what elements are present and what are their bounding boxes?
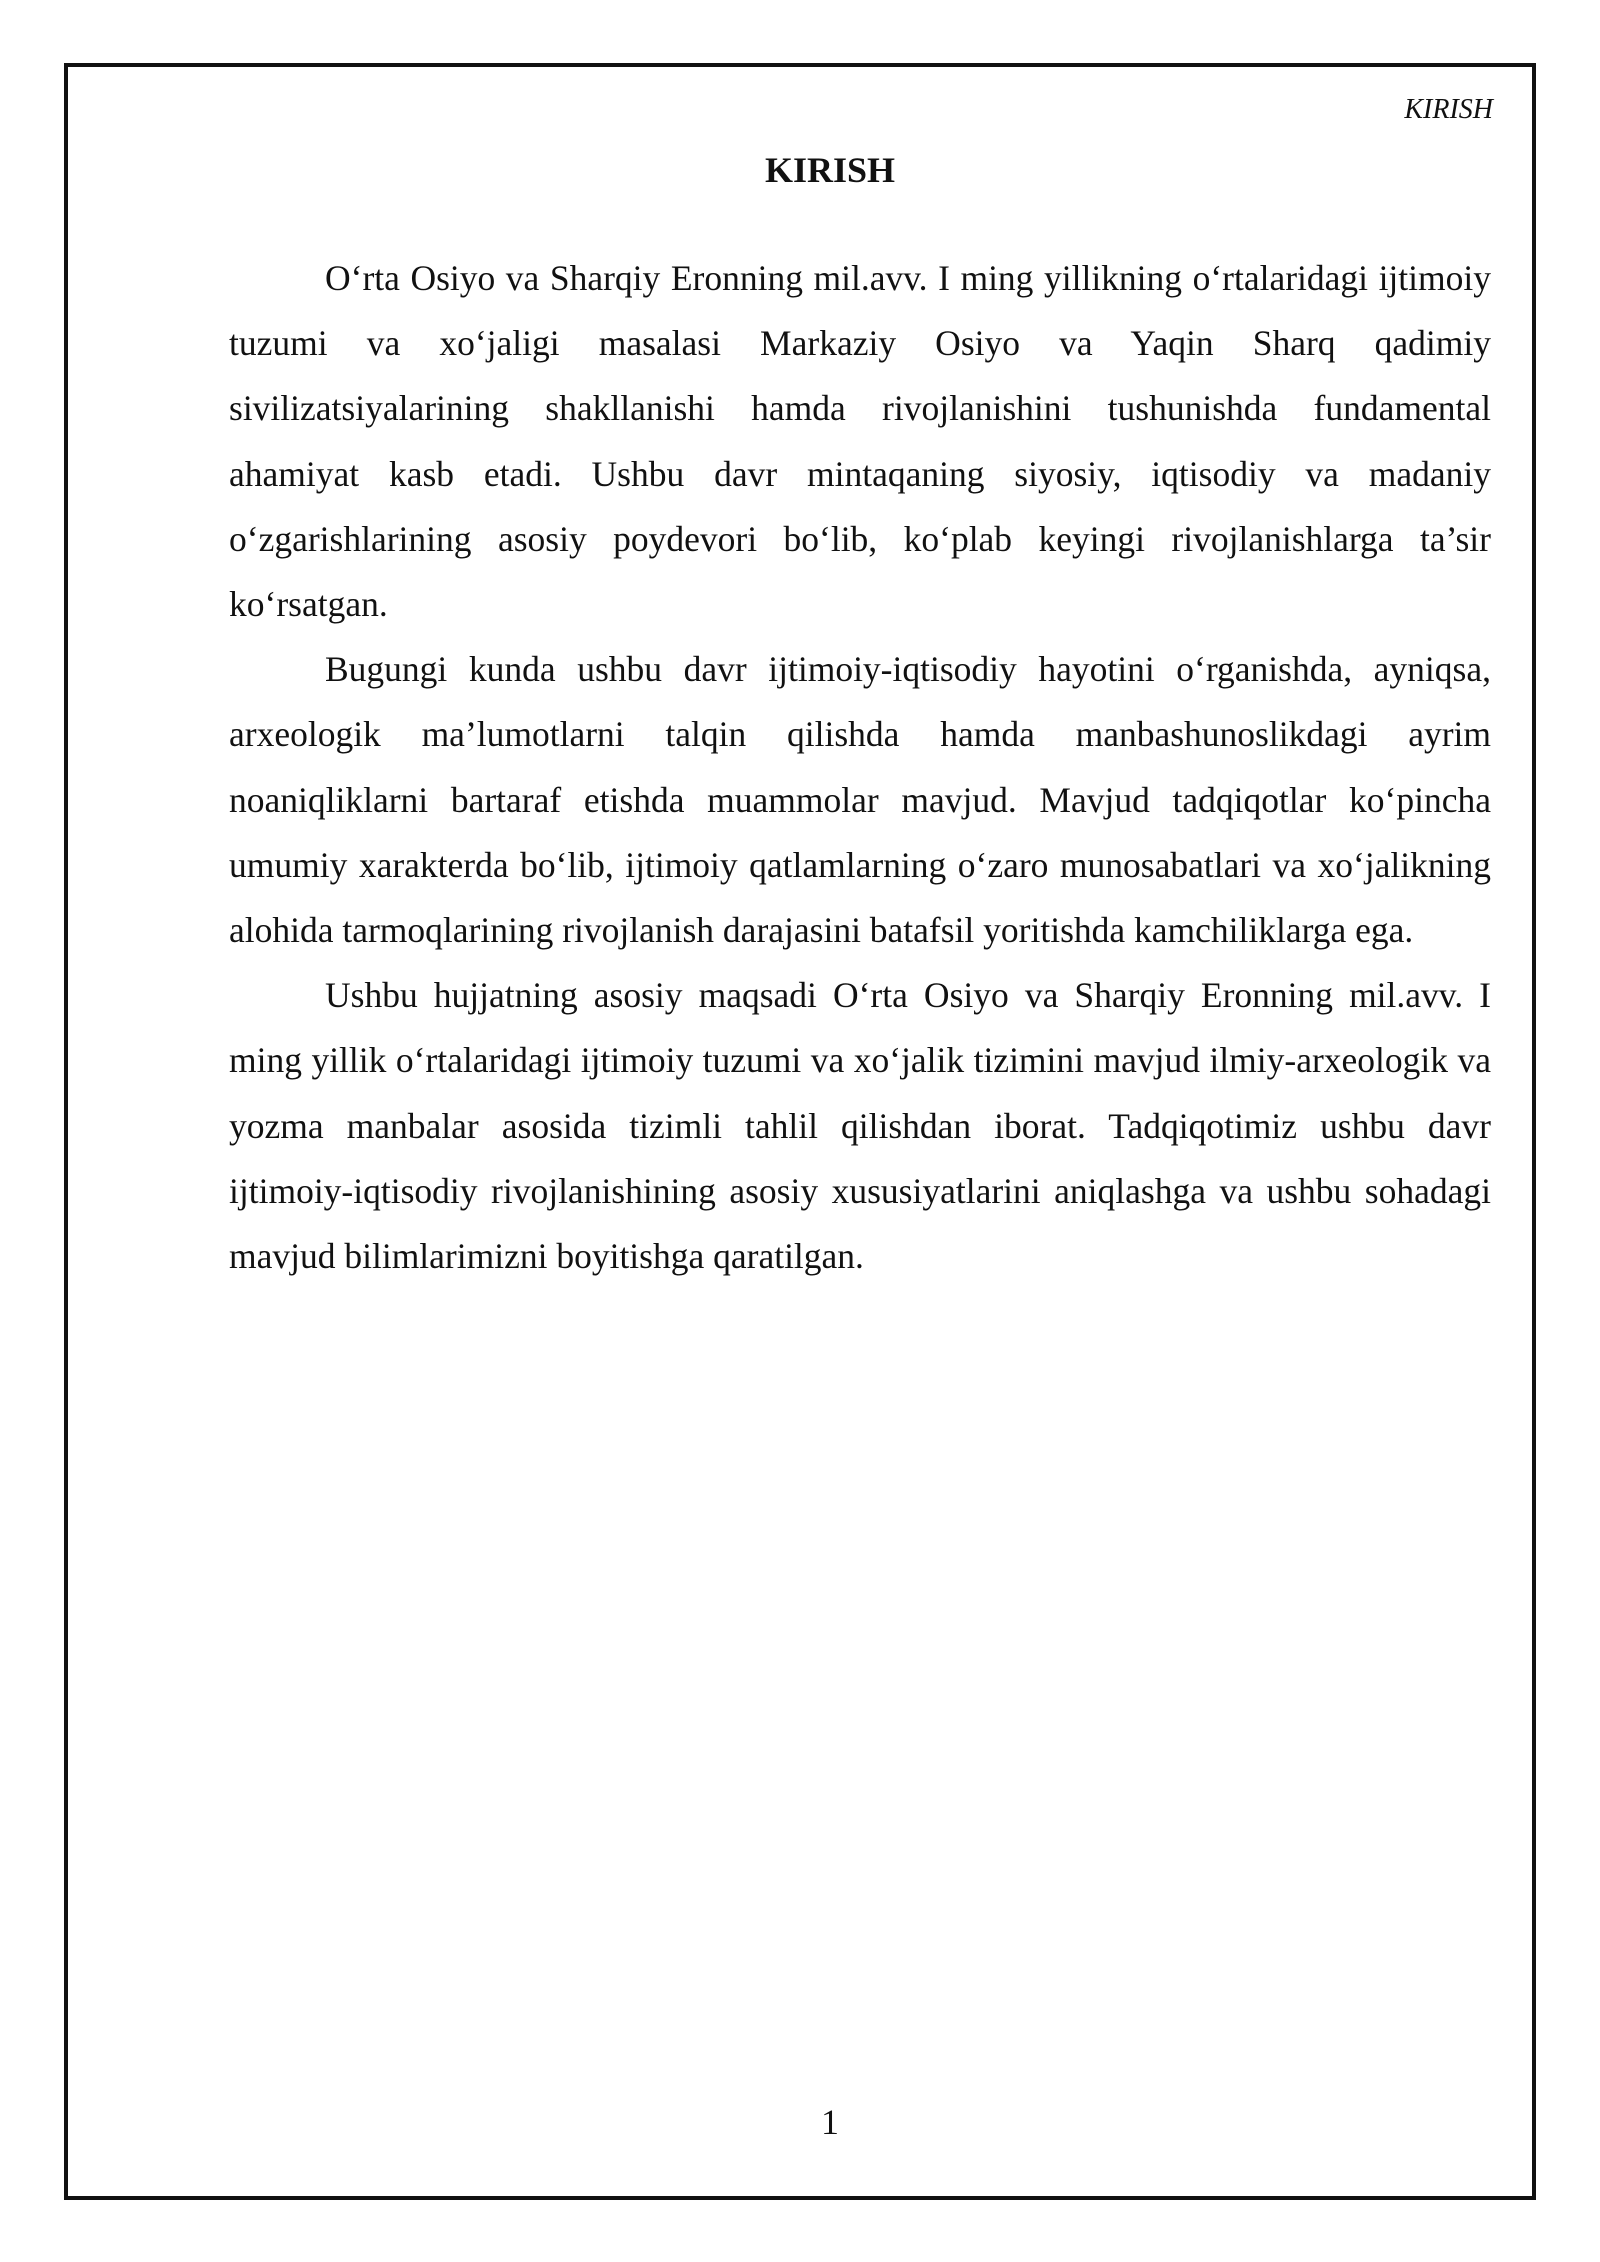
paragraph: O‘rta Osiyo va Sharqiy Eronning mil.avv. I ming yillikning o‘rtalaridagi ijtimoiy tuzumi va xo‘jaligi masalasi Markaziy Osiyo va Yaqin Sharq qadimiy sivilizatsiyalarining shakllanishi hamda rivojlanishini tushunishda fundamental ahamiyat kasb etadi. Ushbu davr mintaqaning siyosiy, iqtisodiy va madaniy o‘zgarishlarining asosiy poydevori bo‘lib, ko‘plab keyingi rivojlanishlarga ta’sir ko‘rsatgan. bbox=[229, 258, 1491, 625]
page-title: KIRISH bbox=[764, 150, 896, 190]
page-number: 1 bbox=[821, 2102, 839, 2142]
body-text bbox=[229, 246, 1491, 1289]
running-header: KIRISH bbox=[1404, 94, 1493, 125]
paragraph: Ushbu hujjatning asosiy maqsadi O‘rta Osiyo va Sharqiy Eronning mil.avv. I ming yillik o‘rtalaridagi ijtimoiy tuzumi va xo‘jalik tizimini mavjud ilmiy-arxeologik va yozma manbalar asosida tizimli tahlil qilishdan iborat. Tadqiqotimiz ushbu davr ijtimoiy-iqtisodiy rivojlanishining asosiy xususiyatlarini aniqlashga va ushbu sohadagi mavjud bilimlarimizni boyitishga qaratilgan. bbox=[229, 975, 1491, 1277]
paragraph: Bugungi kunda ushbu davr ijtimoiy-iqtisodiy hayotini o‘rganishda, ayniqsa, arxeologik ma’lumotlarni talqin qilishda hamda manbashunoslikdagi ayrim noaniqliklarni bartaraf etishda muammolar mavjud. Mavjud tadqiqotlar ko‘pincha umumiy xarakterda bo‘lib, ijtimoiy qatlamlarning o‘zaro munosabatlari va xo‘jalikning alohida tarmoqlarining rivojlanish darajasini batafsil yoritishda kamchiliklarga ega. bbox=[229, 649, 1491, 951]
